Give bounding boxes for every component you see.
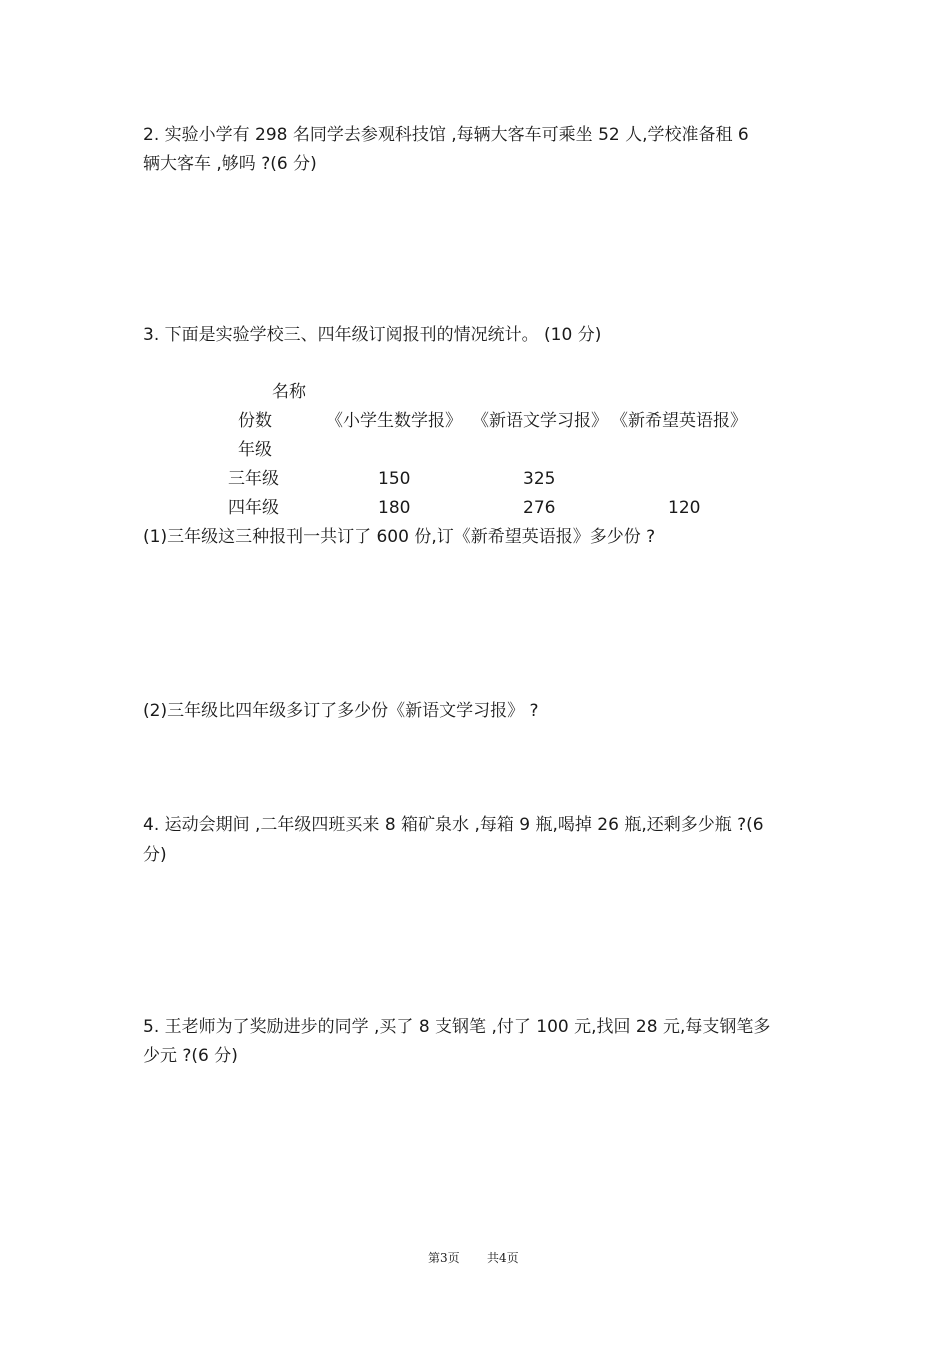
q3-sub2: (2)三年级比四年级多订了多少份《新语文学习报》 ? — [143, 701, 539, 721]
row-cell: 180 — [378, 498, 411, 518]
row-cell: 150 — [378, 469, 411, 489]
table-header-name: 名称 — [272, 382, 306, 402]
q2-line2: 辆大客车 ,够吗 ?(6 分) — [143, 154, 317, 174]
row-cell: 325 — [523, 469, 556, 489]
footer-total-pages: 共4页 — [487, 1251, 519, 1265]
table-header-count: 份数 — [238, 411, 272, 431]
footer-page-number: 第3页 — [428, 1251, 460, 1265]
row-grade: 四年级 — [228, 498, 279, 518]
q3-sub1: (1)三年级这三种报刊一共订了 600 份,订《新希望英语报》多少份 ? — [143, 527, 656, 547]
q5-line2: 少元 ?(6 分) — [143, 1046, 238, 1066]
q5-line1: 5. 王老师为了奖励进步的同学 ,买了 8 支钢笔 ,付了 100 元,找回 28 元,每支钢笔多 — [143, 1017, 771, 1037]
table-column-english: 《新希望英语报》 — [611, 411, 747, 431]
row-cell: 120 — [668, 498, 701, 518]
row-grade: 三年级 — [228, 469, 279, 489]
q4-line1: 4. 运动会期间 ,二年级四班买来 8 箱矿泉水 ,每箱 9 瓶,喝掉 26 瓶,还剩多少瓶 ?(6 — [143, 815, 764, 835]
table-header-grade: 年级 — [238, 440, 272, 460]
table-column-chinese: 《新语文学习报》 — [472, 411, 608, 431]
q2-line1: 2. 实验小学有 298 名同学去参观科技馆 ,每辆大客车可乘坐 52 人,学校准备租 6 — [143, 125, 749, 145]
q4-line2: 分) — [143, 845, 167, 865]
table-column-math: 《小学生数学报》 — [326, 411, 462, 431]
row-cell: 276 — [523, 498, 556, 518]
q3-intro: 3. 下面是实验学校三、四年级订阅报刊的情况统计。 (10 分) — [143, 325, 602, 345]
